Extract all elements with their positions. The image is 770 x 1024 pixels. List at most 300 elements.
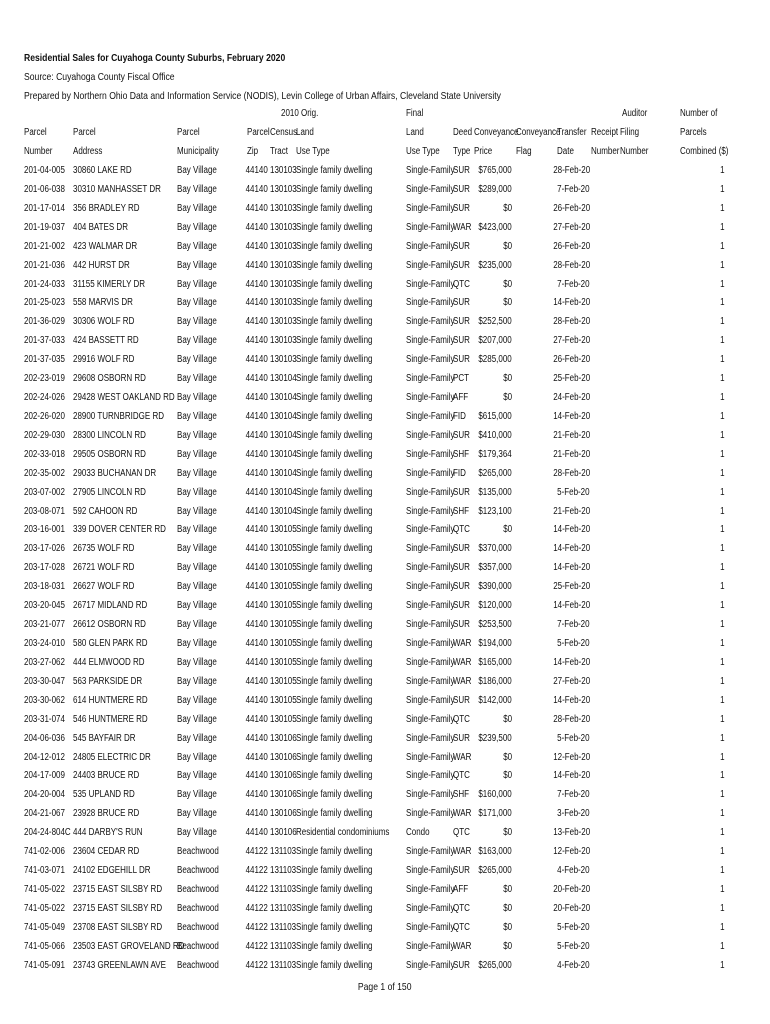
land-use-type: Single family dwelling xyxy=(296,486,373,498)
parcel-number: 203-17-026 xyxy=(24,543,65,555)
deed-type: SUR xyxy=(453,543,470,555)
parcel-number: 204-24-804C xyxy=(24,827,71,839)
parcel-address: 423 WALMAR DR xyxy=(73,240,138,252)
zip: 44140 xyxy=(245,505,268,517)
deed-type: SUR xyxy=(453,581,470,593)
parcel-number: 201-06-038 xyxy=(24,183,65,195)
conveyance-price: $252,500 xyxy=(478,316,512,328)
parcel-number: 202-26-020 xyxy=(24,410,65,422)
transfer-date: 14-Feb-20 xyxy=(553,297,590,309)
zip: 44140 xyxy=(245,278,268,290)
municipality: Bay Village xyxy=(177,410,217,422)
land-use-type: Single family dwelling xyxy=(296,600,373,612)
parcel-number: 203-20-045 xyxy=(24,600,65,612)
census-tract: 130103 xyxy=(270,183,297,195)
parcel-address: 339 DOVER CENTER RD xyxy=(73,524,166,536)
transfer-date: 28-Feb-20 xyxy=(553,713,590,725)
final-land-use-type: Single-Family xyxy=(406,392,455,404)
parcel-address: 535 UPLAND RD xyxy=(73,789,135,801)
transfer-date: 7-Feb-20 xyxy=(557,278,590,290)
municipality: Bay Village xyxy=(177,240,217,252)
header-conveyance-flag: Conveyance xyxy=(516,127,561,138)
zip: 44140 xyxy=(245,789,268,801)
deed-type: WAR xyxy=(453,221,472,233)
conveyance-price: $357,000 xyxy=(478,562,512,574)
parcel-number: 204-12-012 xyxy=(24,751,65,763)
transfer-date: 5-Feb-20 xyxy=(557,638,590,649)
transfer-date: 7-Feb-20 xyxy=(557,183,590,195)
parcel-number: 741-02-006 xyxy=(24,846,65,858)
conveyance-price: $0 xyxy=(503,297,512,309)
census-tract: 130106 xyxy=(270,789,297,801)
deed-type: FID xyxy=(453,410,466,422)
number-of-parcels: 1 xyxy=(720,921,725,933)
transfer-date: 5-Feb-20 xyxy=(557,486,590,498)
conveyance-price: $160,000 xyxy=(478,789,512,801)
parcel-address: 28300 LINCOLN RD xyxy=(73,429,146,441)
land-use-type: Single family dwelling xyxy=(296,316,373,328)
deed-type: SUR xyxy=(453,732,470,744)
zip: 44140 xyxy=(245,675,268,687)
number-of-parcels: 1 xyxy=(720,240,725,252)
census-tract: 130103 xyxy=(270,165,297,176)
transfer-date: 21-Feb-20 xyxy=(553,429,590,441)
deed-type: SUR xyxy=(453,335,470,347)
transfer-date: 28-Feb-20 xyxy=(553,259,590,271)
header-type: Type xyxy=(453,146,471,157)
header-date: Date xyxy=(557,146,574,157)
final-land-use-type: Single-Family xyxy=(406,543,455,555)
transfer-date: 7-Feb-20 xyxy=(557,619,590,631)
deed-type: SUR xyxy=(453,865,470,877)
transfer-date: 20-Feb-20 xyxy=(553,883,590,895)
municipality: Bay Village xyxy=(177,202,217,214)
parcel-address: 29608 OSBORN RD xyxy=(73,373,146,385)
report-prepared-by: Prepared by Northern Ohio Data and Information Service (NODIS), Levin College of Urban Affairs, Cleveland State University xyxy=(24,90,501,102)
transfer-date: 3-Feb-20 xyxy=(557,808,590,820)
deed-type: SUR xyxy=(453,694,470,706)
municipality: Bay Village xyxy=(177,732,217,744)
number-of-parcels: 1 xyxy=(720,278,725,290)
census-tract: 130106 xyxy=(270,808,297,820)
parcel-address: 29505 OSBORN RD xyxy=(73,448,146,460)
deed-type: WAR xyxy=(453,940,472,952)
census-tract: 131103 xyxy=(270,959,297,971)
zip: 44122 xyxy=(245,921,268,933)
header-address: Address xyxy=(73,146,103,157)
municipality: Bay Village xyxy=(177,675,217,687)
municipality: Bay Village xyxy=(177,297,217,309)
number-of-parcels: 1 xyxy=(720,316,725,328)
land-use-type: Single family dwelling xyxy=(296,297,373,309)
number-of-parcels: 1 xyxy=(720,600,725,612)
final-land-use-type: Single-Family xyxy=(406,240,455,252)
header-filing-number: Number xyxy=(620,146,649,157)
deed-type: SUR xyxy=(453,354,470,366)
conveyance-price: $265,000 xyxy=(478,959,512,971)
transfer-date: 12-Feb-20 xyxy=(553,751,590,763)
parcel-number: 204-21-067 xyxy=(24,808,65,820)
conveyance-price: $171,000 xyxy=(478,808,512,820)
number-of-parcels: 1 xyxy=(720,732,725,744)
conveyance-price: $0 xyxy=(503,240,512,252)
deed-type: WAR xyxy=(453,751,472,763)
number-of-parcels: 1 xyxy=(720,335,725,347)
parcel-address: 23928 BRUCE RD xyxy=(73,808,140,820)
municipality: Bay Village xyxy=(177,259,217,271)
municipality: Bay Village xyxy=(177,486,217,498)
land-use-type: Single family dwelling xyxy=(296,865,373,877)
number-of-parcels: 1 xyxy=(720,789,725,801)
transfer-date: 24-Feb-20 xyxy=(553,392,590,404)
final-land-use-type: Single-Family xyxy=(406,808,455,820)
municipality: Bay Village xyxy=(177,713,217,725)
census-tract: 130103 xyxy=(270,335,297,347)
zip: 44140 xyxy=(245,354,268,366)
header-parcel-municipality: Parcel xyxy=(177,127,200,138)
zip: 44122 xyxy=(245,846,268,858)
parcel-number: 741-05-022 xyxy=(24,883,65,895)
transfer-date: 14-Feb-20 xyxy=(553,600,590,612)
municipality: Bay Village xyxy=(177,581,217,593)
parcel-address: 27905 LINCOLN RD xyxy=(73,486,146,498)
final-land-use-type: Single-Family xyxy=(406,789,455,801)
census-tract: 130103 xyxy=(270,221,297,233)
conveyance-price: $0 xyxy=(503,921,512,933)
final-land-use-type: Single-Family xyxy=(406,619,455,631)
land-use-type: Single family dwelling xyxy=(296,675,373,687)
parcel-address: 23715 EAST SILSBY RD xyxy=(73,883,163,895)
municipality: Bay Village xyxy=(177,524,217,536)
parcel-number: 202-23-019 xyxy=(24,373,65,385)
census-tract: 130105 xyxy=(270,694,297,706)
header-orig: 2010 Orig. xyxy=(281,108,319,119)
number-of-parcels: 1 xyxy=(720,902,725,914)
transfer-date: 21-Feb-20 xyxy=(553,448,590,460)
census-tract: 130106 xyxy=(270,732,297,744)
zip: 44140 xyxy=(245,751,268,763)
deed-type: SUR xyxy=(453,259,470,271)
land-use-type: Single family dwelling xyxy=(296,240,373,252)
page-number: Page 1 of 150 xyxy=(358,981,412,993)
transfer-date: 5-Feb-20 xyxy=(557,921,590,933)
final-land-use-type: Single-Family xyxy=(406,581,455,593)
header-parcel: Parcel xyxy=(24,127,47,138)
parcel-address: 546 HUNTMERE RD xyxy=(73,713,148,725)
zip: 44140 xyxy=(245,562,268,574)
zip: 44140 xyxy=(245,694,268,706)
zip: 44140 xyxy=(245,316,268,328)
conveyance-price: $0 xyxy=(503,713,512,725)
municipality: Bay Village xyxy=(177,392,217,404)
municipality: Bay Village xyxy=(177,373,217,385)
land-use-type: Single family dwelling xyxy=(296,751,373,763)
parcel-address: 23708 EAST SILSBY RD xyxy=(73,921,163,933)
number-of-parcels: 1 xyxy=(720,638,725,649)
census-tract: 131103 xyxy=(270,865,297,877)
number-of-parcels: 1 xyxy=(720,221,725,233)
transfer-date: 14-Feb-20 xyxy=(553,543,590,555)
parcel-number: 203-30-062 xyxy=(24,694,65,706)
final-land-use-type: Single-Family xyxy=(406,505,455,517)
parcel-address: 26627 WOLF RD xyxy=(73,581,135,593)
census-tract: 130104 xyxy=(270,505,297,517)
census-tract: 130105 xyxy=(270,581,297,593)
report-source: Source: Cuyahoga County Fiscal Office xyxy=(24,71,175,83)
header-final: Final xyxy=(406,108,424,119)
deed-type: SUR xyxy=(453,429,470,441)
zip: 44140 xyxy=(245,448,268,460)
land-use-type: Single family dwelling xyxy=(296,278,373,290)
number-of-parcels: 1 xyxy=(720,373,725,385)
header-receipt: Receipt xyxy=(591,127,619,138)
land-use-type: Single family dwelling xyxy=(296,770,373,782)
final-land-use-type: Single-Family xyxy=(406,486,455,498)
land-use-type: Single family dwelling xyxy=(296,789,373,801)
parcel-number: 204-06-036 xyxy=(24,732,65,744)
land-use-type: Single family dwelling xyxy=(296,524,373,536)
final-land-use-type: Single-Family xyxy=(406,846,455,858)
census-tract: 131103 xyxy=(270,940,297,952)
parcel-number: 741-03-071 xyxy=(24,865,65,877)
final-land-use-type: Single-Family xyxy=(406,316,455,328)
census-tract: 131103 xyxy=(270,902,297,914)
header-transfer: Transfer xyxy=(557,127,587,138)
deed-type: QTC xyxy=(453,827,470,839)
conveyance-price: $0 xyxy=(503,278,512,290)
census-tract: 130104 xyxy=(270,448,297,460)
header-municipality: Municipality xyxy=(177,146,219,157)
parcel-address: 30310 MANHASSET DR xyxy=(73,183,161,195)
deed-type: SUR xyxy=(453,183,470,195)
parcel-number: 201-19-037 xyxy=(24,221,65,233)
census-tract: 130103 xyxy=(270,354,297,366)
number-of-parcels: 1 xyxy=(720,713,725,725)
number-of-parcels: 1 xyxy=(720,827,725,839)
final-land-use-type: Single-Family xyxy=(406,865,455,877)
transfer-date: 14-Feb-20 xyxy=(553,562,590,574)
final-land-use-type: Single-Family xyxy=(406,524,455,536)
parcel-number: 741-05-022 xyxy=(24,902,65,914)
census-tract: 130105 xyxy=(270,713,297,725)
conveyance-price: $194,000 xyxy=(478,638,512,649)
conveyance-price: $0 xyxy=(503,202,512,214)
transfer-date: 14-Feb-20 xyxy=(553,410,590,422)
transfer-date: 14-Feb-20 xyxy=(553,770,590,782)
conveyance-price: $0 xyxy=(503,902,512,914)
land-use-type: Single family dwelling xyxy=(296,902,373,914)
parcel-number: 202-35-002 xyxy=(24,467,65,479)
zip: 44122 xyxy=(245,940,268,952)
number-of-parcels: 1 xyxy=(720,410,725,422)
final-land-use-type: Single-Family xyxy=(406,562,455,574)
census-tract: 130104 xyxy=(270,392,297,404)
land-use-type: Single family dwelling xyxy=(296,183,373,195)
number-of-parcels: 1 xyxy=(720,467,725,479)
municipality: Bay Village xyxy=(177,467,217,479)
parcel-number: 203-27-062 xyxy=(24,656,65,668)
parcel-address: 614 HUNTMERE RD xyxy=(73,694,148,706)
conveyance-price: $0 xyxy=(503,751,512,763)
transfer-date: 27-Feb-20 xyxy=(553,335,590,347)
transfer-date: 4-Feb-20 xyxy=(557,865,590,877)
land-use-type: Single family dwelling xyxy=(296,562,373,574)
final-land-use-type: Single-Family xyxy=(406,638,455,649)
zip: 44140 xyxy=(245,202,268,214)
number-of-parcels: 1 xyxy=(720,808,725,820)
conveyance-price: $120,000 xyxy=(478,600,512,612)
parcel-number: 203-18-031 xyxy=(24,581,65,593)
municipality: Bay Village xyxy=(177,770,217,782)
land-use-type: Single family dwelling xyxy=(296,467,373,479)
conveyance-price: $0 xyxy=(503,392,512,404)
parcel-address: 24403 BRUCE RD xyxy=(73,770,140,782)
municipality: Bay Village xyxy=(177,789,217,801)
number-of-parcels: 1 xyxy=(720,581,725,593)
parcel-number: 741-05-049 xyxy=(24,921,65,933)
parcel-number: 201-25-023 xyxy=(24,297,65,309)
census-tract: 130103 xyxy=(270,202,297,214)
parcel-address: 29033 BUCHANAN DR xyxy=(73,467,157,479)
land-use-type: Single family dwelling xyxy=(296,221,373,233)
zip: 44122 xyxy=(245,959,268,971)
deed-type: SUR xyxy=(453,316,470,328)
conveyance-price: $239,500 xyxy=(478,732,512,744)
deed-type: QTC xyxy=(453,902,470,914)
transfer-date: 28-Feb-20 xyxy=(553,165,590,176)
deed-type: SHF xyxy=(453,789,469,801)
municipality: Bay Village xyxy=(177,827,217,839)
deed-type: WAR xyxy=(453,638,472,649)
census-tract: 130106 xyxy=(270,770,297,782)
parcel-number: 201-24-033 xyxy=(24,278,65,290)
parcel-number: 203-07-002 xyxy=(24,486,65,498)
header-auditor: Auditor xyxy=(622,108,648,119)
land-use-type: Single family dwelling xyxy=(296,638,373,649)
final-land-use-type: Single-Family xyxy=(406,656,455,668)
parcel-address: 26612 OSBORN RD xyxy=(73,619,146,631)
municipality: Bay Village xyxy=(177,656,217,668)
conveyance-price: $765,000 xyxy=(478,165,512,176)
header-final-use-type: Use Type xyxy=(406,146,440,157)
final-land-use-type: Single-Family xyxy=(406,221,455,233)
final-land-use-type: Single-Family xyxy=(406,335,455,347)
conveyance-price: $0 xyxy=(503,883,512,895)
deed-type: SHF xyxy=(453,505,469,517)
parcel-address: 29916 WOLF RD xyxy=(73,354,135,366)
transfer-date: 21-Feb-20 xyxy=(553,505,590,517)
zip: 44140 xyxy=(245,467,268,479)
conveyance-price: $186,000 xyxy=(478,675,512,687)
conveyance-price: $615,000 xyxy=(478,410,512,422)
land-use-type: Single family dwelling xyxy=(296,448,373,460)
parcel-address: 404 BATES DR xyxy=(73,221,128,233)
municipality: Bay Village xyxy=(177,335,217,347)
deed-type: SUR xyxy=(453,562,470,574)
municipality: Beachwood xyxy=(177,940,219,952)
conveyance-price: $0 xyxy=(503,940,512,952)
land-use-type: Single family dwelling xyxy=(296,959,373,971)
final-land-use-type: Single-Family xyxy=(406,940,455,952)
land-use-type: Single family dwelling xyxy=(296,713,373,725)
final-land-use-type: Single-Family xyxy=(406,902,455,914)
final-land-use-type: Single-Family xyxy=(406,770,455,782)
census-tract: 130104 xyxy=(270,410,297,422)
census-tract: 131103 xyxy=(270,883,297,895)
land-use-type: Single family dwelling xyxy=(296,392,373,404)
transfer-date: 26-Feb-20 xyxy=(553,240,590,252)
zip: 44140 xyxy=(245,410,268,422)
parcel-address: 24805 ELECTRIC DR xyxy=(73,751,151,763)
parcel-number: 203-17-028 xyxy=(24,562,65,574)
number-of-parcels: 1 xyxy=(720,524,725,536)
land-use-type: Single family dwelling xyxy=(296,656,373,668)
conveyance-price: $123,100 xyxy=(478,505,512,517)
conveyance-price: $135,000 xyxy=(478,486,512,498)
number-of-parcels: 1 xyxy=(720,959,725,971)
header-tract: Tract xyxy=(270,146,288,157)
parcel-number: 201-17-014 xyxy=(24,202,65,214)
municipality: Bay Village xyxy=(177,543,217,555)
land-use-type: Single family dwelling xyxy=(296,165,373,176)
parcel-address: 31155 KIMERLY DR xyxy=(73,278,146,290)
land-use-type: Single family dwelling xyxy=(296,921,373,933)
transfer-date: 26-Feb-20 xyxy=(553,354,590,366)
deed-type: QTC xyxy=(453,921,470,933)
municipality: Bay Village xyxy=(177,694,217,706)
header-number: Number xyxy=(24,146,53,157)
header-conveyance: Conveyance xyxy=(474,127,519,138)
deed-type: QTC xyxy=(453,524,470,536)
conveyance-price: $289,000 xyxy=(478,183,512,195)
census-tract: 130105 xyxy=(270,638,297,649)
final-land-use-type: Single-Family xyxy=(406,600,455,612)
census-tract: 130105 xyxy=(270,562,297,574)
transfer-date: 4-Feb-20 xyxy=(557,959,590,971)
number-of-parcels: 1 xyxy=(720,448,725,460)
parcel-number: 204-17-009 xyxy=(24,770,65,782)
land-use-type: Single family dwelling xyxy=(296,846,373,858)
parcel-number: 202-29-030 xyxy=(24,429,65,441)
number-of-parcels: 1 xyxy=(720,675,725,687)
parcel-address: 30860 LAKE RD xyxy=(73,165,132,176)
zip: 44140 xyxy=(245,808,268,820)
zip: 44140 xyxy=(245,770,268,782)
final-land-use-type: Single-Family xyxy=(406,675,455,687)
deed-type: WAR xyxy=(453,808,472,820)
census-tract: 130105 xyxy=(270,656,297,668)
final-land-use-type: Single-Family xyxy=(406,429,455,441)
header-combined: Combined ($) xyxy=(680,146,729,157)
final-land-use-type: Single-Family xyxy=(406,751,455,763)
zip: 44140 xyxy=(245,656,268,668)
transfer-date: 13-Feb-20 xyxy=(553,827,590,839)
parcel-address: 424 BASSETT RD xyxy=(73,335,139,347)
parcel-address: 30306 WOLF RD xyxy=(73,316,135,328)
municipality: Bay Village xyxy=(177,448,217,460)
conveyance-price: $163,000 xyxy=(478,846,512,858)
parcel-address: 24102 EDGEHILL DR xyxy=(73,865,151,877)
number-of-parcels: 1 xyxy=(720,562,725,574)
census-tract: 130104 xyxy=(270,486,297,498)
deed-type: AFF xyxy=(453,883,469,895)
header-deed: Deed xyxy=(453,127,473,138)
zip: 44140 xyxy=(245,827,268,839)
parcel-number: 201-21-002 xyxy=(24,240,65,252)
conveyance-price: $165,000 xyxy=(478,656,512,668)
final-land-use-type: Single-Family xyxy=(406,883,455,895)
transfer-date: 7-Feb-20 xyxy=(557,789,590,801)
